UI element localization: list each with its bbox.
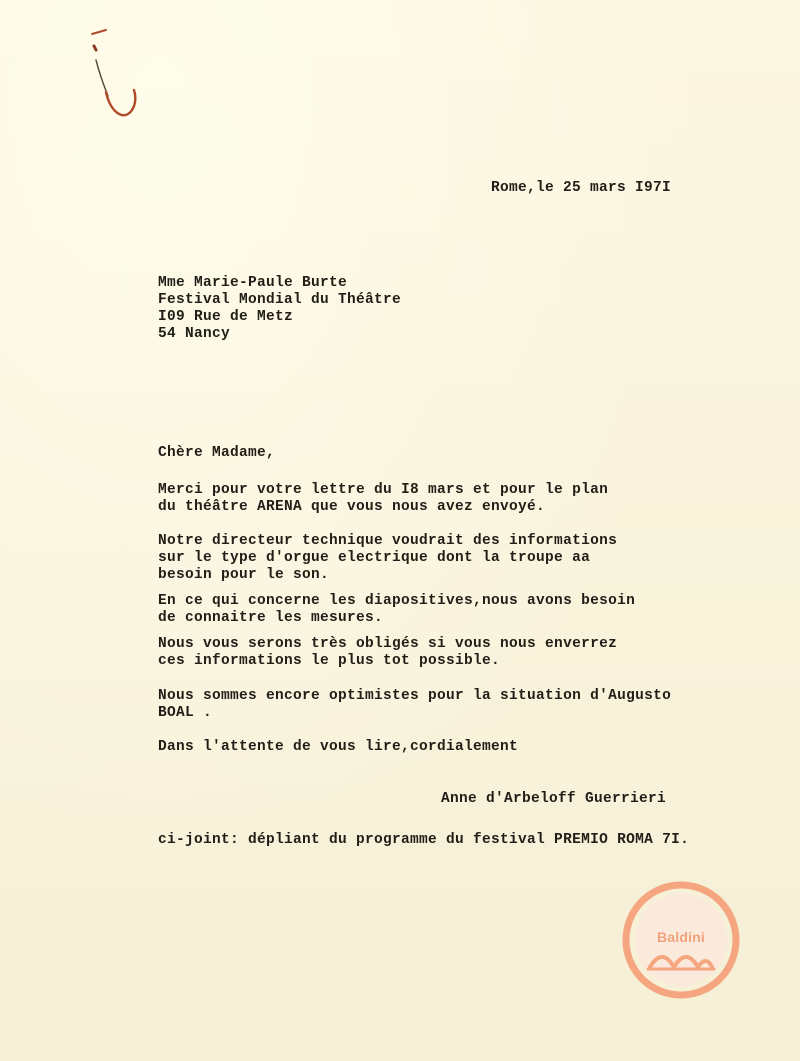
paragraph-line: sur le type d'orgue electrique dont la troupe aa (158, 550, 591, 566)
enclosure-line: ci-joint: dépliant du programme du festival PREMIO ROMA 7I. (158, 832, 690, 848)
stamp-brand: Baldini (656, 929, 706, 945)
paragraph-line: En ce qui concerne les diapositives,nous avons besoin (158, 593, 636, 609)
paragraph-line: BOAL . (158, 705, 213, 721)
pencil-annotation-mark (84, 26, 144, 126)
recipient-name: Mme Marie-Paule Burte (158, 275, 348, 291)
paragraph-line: besoin pour le son. (158, 567, 330, 583)
paragraph-line: Nous sommes encore optimistes pour la situation d'Augusto (158, 688, 672, 704)
recipient-street: I09 Rue de Metz (158, 309, 294, 325)
recipient-city: 54 Nancy (158, 326, 231, 342)
signature: Anne d'Arbeloff Guerrieri (441, 791, 667, 807)
paragraph-line: Merci pour votre lettre du I8 mars et pour le plan (158, 482, 609, 498)
recipient-organization: Festival Mondial du Théâtre (158, 292, 402, 308)
salutation: Chère Madame, (158, 445, 276, 461)
paragraph-line: Dans l'attente de vous lire,cordialement (158, 739, 519, 755)
paragraph-line: Nous vous serons très obligés si vous nous enverrez (158, 636, 618, 652)
archive-stamp (622, 881, 740, 999)
paragraph-line: de connaitre les mesures. (158, 610, 384, 626)
paragraph-line: ces informations le plus tot possible. (158, 653, 501, 669)
paragraph-line: du théâtre ARENA que vous nous avez envoyé. (158, 499, 546, 515)
date-line: Rome,le 25 mars I97I (491, 180, 672, 196)
paragraph-line: Notre directeur technique voudrait des informations (158, 533, 618, 549)
